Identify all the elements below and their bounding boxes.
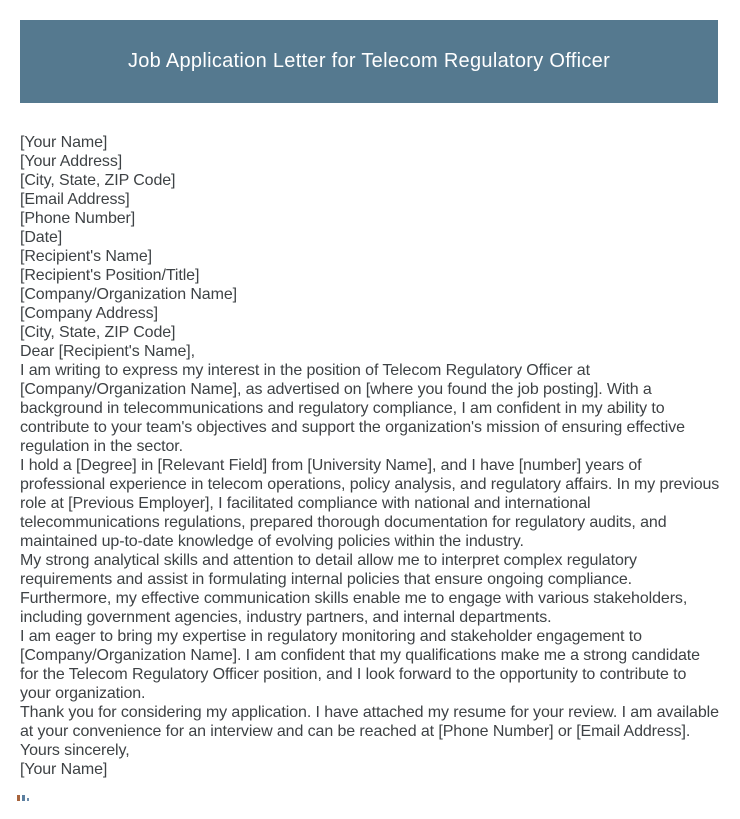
signature: [Your Name] xyxy=(20,761,108,778)
address-line: [Your Address] xyxy=(20,153,123,170)
letter-paragraph: Thank you for considering my application. I have attached my resume for your review. I am available at your convenience for an interview and can be reached at [Phone Number] or [Email Address]. xyxy=(20,704,719,740)
address-line: [Your Name] xyxy=(20,134,108,151)
closing: Yours sincerely, xyxy=(20,742,130,759)
address-line: [Company Address] xyxy=(20,305,158,322)
address-line: [Email Address] xyxy=(20,191,130,208)
tiny-chart-mark-icon xyxy=(17,795,29,801)
address-line: [Phone Number] xyxy=(20,210,136,227)
salutation: Dear [Recipient's Name], xyxy=(20,343,195,360)
address-line: [City, State, ZIP Code] xyxy=(20,172,176,189)
address-line: [Recipient's Position/Title] xyxy=(20,267,200,284)
letter-paragraph: I am eager to bring my expertise in regulatory monitoring and stakeholder engagement to [Company/Organization Name]. I am confident that my qualifications make me a strong candidate for the Telecom Regulatory Officer position, and I look forward to the opportunity to contribute to your organization. xyxy=(20,628,700,702)
tiny-bar xyxy=(22,795,25,801)
page-title: Job Application Letter for Telecom Regulatory Officer xyxy=(127,50,611,72)
address-line: [Date] xyxy=(20,229,63,246)
tiny-bar xyxy=(27,798,29,801)
letter-paragraph: I am writing to express my interest in the position of Telecom Regulatory Officer at [Company/Organization Name], as advertised on [where you found the job posting]. With a background in telecommunications and regulatory compliance, I am confident in my ability to contribute to your team's objectives and support the organization's mission of ensuring effective regulation in the sector. xyxy=(20,362,685,455)
letter-paragraph: My strong analytical skills and attention to detail allow me to interpret complex regulatory requirements and assist in formulating internal policies that ensure ongoing compliance. Furthermore, my effective communication skills enable me to engage with various stakeholders, including government agencies, industry partners, and internal departments. xyxy=(20,552,688,626)
tiny-bar xyxy=(17,795,20,801)
address-line: [Company/Organization Name] xyxy=(20,286,237,303)
letter-title-banner xyxy=(20,20,718,103)
letter-body xyxy=(20,133,720,779)
letter-paragraph: I hold a [Degree] in [Relevant Field] from [University Name], and I have [number] years of professional experience in telecom operations, policy analysis, and regulatory affairs. In my previous role at [Previous Employer], I facilitated compliance with national and international telecommunications regulations, prepared thorough documentation for regulatory audits, and maintained up-to-date knowledge of evolving policies within the industry. xyxy=(20,457,720,550)
address-line: [Recipient's Name] xyxy=(20,248,152,265)
address-line: [City, State, ZIP Code] xyxy=(20,324,176,341)
